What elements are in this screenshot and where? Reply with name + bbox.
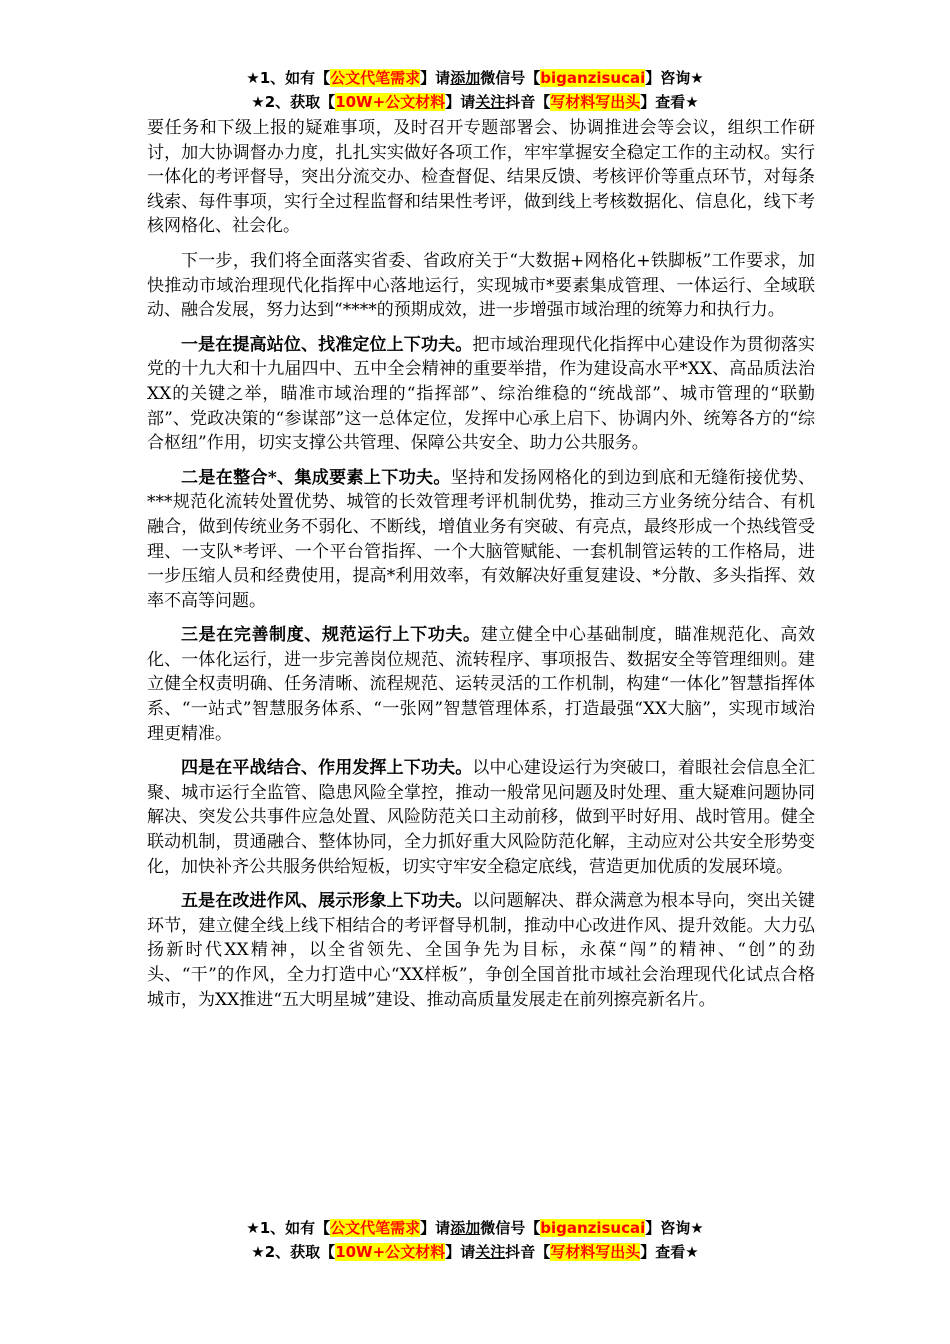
paragraph-text: 建立健全中心基础制度，瞄准规范化、高效化、一体化运行，进一步完善岗位规范、流转程序、事项报告、数据安全等管理细则。建立健全权责明确、任务清晰、流程规范、运转灵活的工作机制，构建“一体化”智慧指挥体系、“一站式”智慧服务体系、“一张网”智慧管理体系，打造最强“XX大脑”，实现市域治理更精准。: [147, 625, 816, 744]
banner-text: 】请: [445, 1243, 476, 1261]
banner-line-1: [0, 66, 950, 90]
paragraph-lead: 五是在改进作风、展示形象上下功夫。: [181, 891, 473, 912]
banner-underline: 添加: [450, 69, 481, 87]
banner-line-2: [0, 90, 950, 114]
banner-underline: 关注: [475, 93, 506, 111]
paragraph-text: 把市域治理现代化指挥中心建设作为贯彻落实党的十九大和十九届四中、五中全会精神的重要举措，作为建设高水平*XX、高品质法治XX的关键之举，瞄准市域治理的“指挥部”、综治维稳的“统战部”、城市管理的“联勤部”、党政决策的“参谋部”这一总体定位，发挥中心承上启下、协调内外、统筹各方的“综合枢纽”作用，切实支撑公共管理、保障公共安全、助力公共服务。: [147, 334, 816, 454]
banner-text: ★1、如有【: [246, 69, 331, 87]
paragraph-text: 以问题解决、群众满意为根本导向，突出关键环节，建立健全线上线下相结合的考评督导机制，推动中心改进作风、提升效能。大力弘扬新时代XX精神，以全省领先、全国争先为目标，永葆“闯”的精神、“创”的劲头、“干”的作风，全力打造中心“XX样板”，争创全国首批市域社会治理现代化试点合格城市，为XX推进“五大明星城”建设、推动高质量发展走在前列擦亮新名片。: [147, 891, 816, 1010]
douyin-account-highlight: 写材料写出头: [550, 93, 641, 111]
paragraph-3: [147, 333, 815, 456]
banner-text: ★2、获取【: [251, 1243, 336, 1261]
paragraph-1: [147, 116, 815, 239]
banner-highlight: 10W+公文材料: [335, 93, 446, 111]
banner-text: 抖音【: [505, 93, 551, 111]
banner-line-1: [0, 1216, 950, 1240]
paragraph-6: [147, 756, 815, 879]
banner-text: ★1、如有【: [246, 1219, 331, 1237]
paragraph-4: [147, 466, 815, 614]
wechat-id-highlight: biganzisucai: [540, 1219, 646, 1237]
wechat-id-highlight: biganzisucai: [540, 69, 646, 87]
paragraph-2: [147, 249, 815, 323]
paragraph-text: 下一步，我们将全面落实省委、省政府关于“大数据+网格化+铁脚板”工作要求，加快推动市域治理现代化指挥中心落地运行，实现城市*要素集成管理、一体运行、全域联动、融合发展，努力达到“****的预期成效，进一步增强市域治理的统筹力和执行力。: [147, 250, 815, 321]
banner-text: 微信号【: [480, 69, 541, 87]
paragraph-lead: 二是在整合*、集成要素上下功夫。: [181, 467, 451, 488]
footer-banner: [0, 1216, 950, 1264]
header-banner: [0, 66, 950, 114]
paragraph-lead: 三是在完善制度、规范运行上下功夫。: [181, 625, 481, 646]
banner-text: 】咨询★: [645, 69, 704, 87]
paragraph-lead: 四是在平战结合、作用发挥上下功夫。: [181, 758, 473, 779]
banner-text: 抖音【: [505, 1243, 551, 1261]
banner-text: 】请: [420, 1219, 451, 1237]
banner-text: ★2、获取【: [251, 93, 336, 111]
banner-highlight: 公文代笔需求: [330, 1219, 421, 1237]
banner-text: 】请: [445, 93, 476, 111]
banner-underline: 关注: [475, 1243, 506, 1261]
douyin-account-highlight: 写材料写出头: [550, 1243, 641, 1261]
banner-line-2: [0, 1240, 950, 1264]
paragraph-5: [147, 623, 815, 746]
banner-text: 】咨询★: [645, 1219, 704, 1237]
banner-highlight: 10W+公文材料: [335, 1243, 446, 1261]
banner-underline: 添加: [450, 1219, 481, 1237]
document-body: [147, 116, 815, 1022]
paragraph-text: 要任务和下级上报的疑难事项，及时召开专题部署会、协调推进会等会议，组织工作研讨，加大协调督办力度，扎扎实实做好各项工作，牢牢掌握安全稳定工作的主动权。实行一体化的考评督导，突出分流交办、检查督促、结果反馈、考核评价等重点环节，对每条线索、每件事项，实行全过程监督和结果性考评，做到线上考核数据化、信息化，线下考核网格化、社会化。: [147, 118, 815, 237]
banner-text: 】请: [420, 69, 451, 87]
banner-text: 微信号【: [480, 1219, 541, 1237]
paragraph-lead: 一是在提高站位、找准定位上下功夫。: [181, 334, 473, 355]
banner-highlight: 公文代笔需求: [330, 69, 421, 87]
paragraph-7: [147, 889, 815, 1012]
paragraph-text: 以中心建设运行为突破口，着眼社会信息全汇聚、城市运行全监管、隐患风险全掌控，推动一般常见问题及时处理、重大疑难问题协同解决、突发公共事件应急处置、风险防范关口主动前移，做到平时好用、战时管用。健全联动机制，贯通融合、整体协同，全力抓好重大风险防范化解，主动应对公共安全形势变化，加快补齐公共服务供给短板，切实守牢安全稳定底线，营造更加优质的发展环境。: [147, 758, 816, 877]
banner-text: 】查看★: [640, 93, 699, 111]
paragraph-text: 坚持和发扬网格化的到边到底和无缝衔接优势、***规范化流转处置优势、城管的长效管理考评机制优势，推动三方业务统分结合、有机融合，做到传统业务不弱化、不断线，增值业务有突破、有亮点，最终形成一个热线管受理、一支队*考评、一个平台管指挥、一个大脑管赋能、一套机制管运转的工作格局，进一步压缩人员和经费使用，提高*利用效率，有效解决好重复建设、*分散、多头指挥、效率不高等问题。: [147, 467, 816, 611]
banner-text: 】查看★: [640, 1243, 699, 1261]
